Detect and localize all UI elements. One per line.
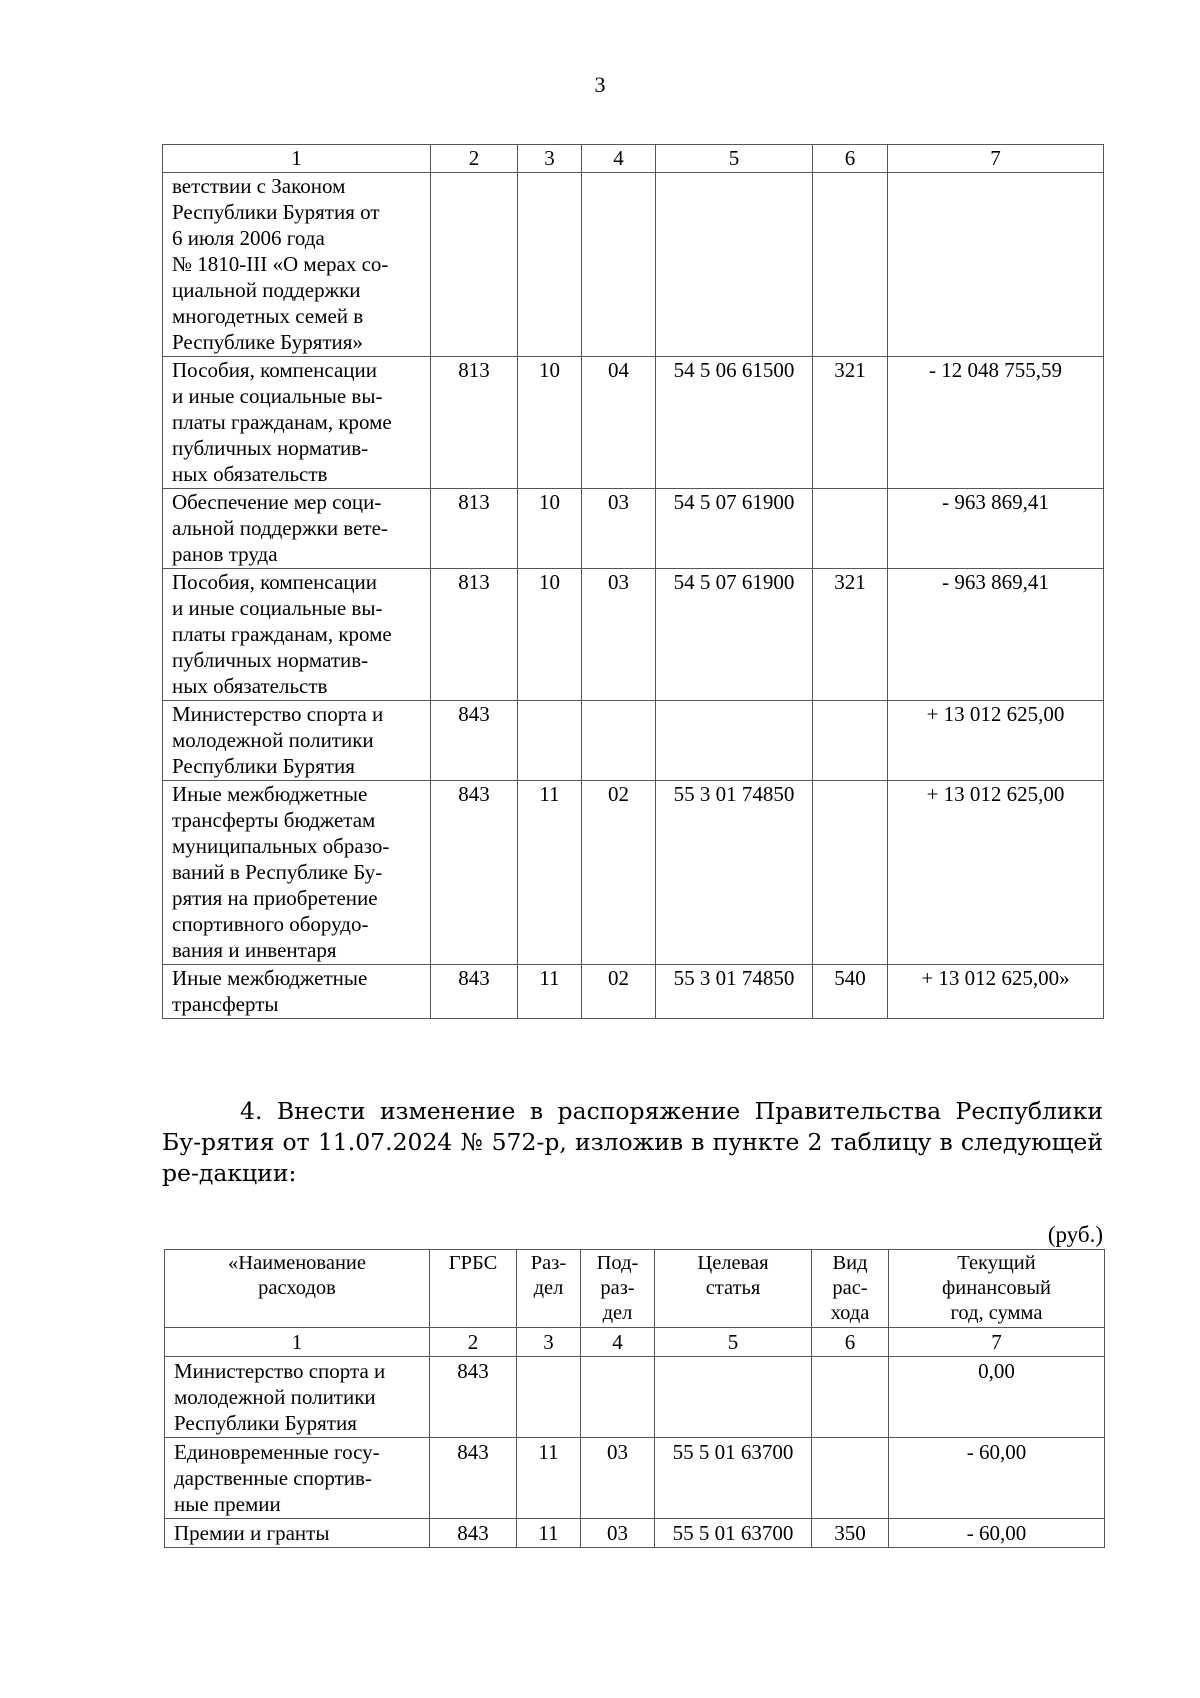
column-numbers-row [165, 1328, 1105, 1357]
target-article-cell: 55 5 01 63700 [655, 1438, 812, 1519]
column-header-name: «Наименование расходов [165, 1250, 430, 1328]
expense-type-cell [813, 173, 888, 357]
page-number: 3 [594, 72, 606, 97]
column-number: 4 [581, 1328, 655, 1357]
razdel-cell [517, 1357, 581, 1438]
table-row [163, 701, 1104, 781]
grbs-cell: 843 [430, 1438, 517, 1519]
grbs-cell: 813 [431, 357, 518, 489]
column-number: 7 [889, 1328, 1105, 1357]
grbs-cell: 813 [431, 489, 518, 569]
grbs-cell: 843 [431, 965, 518, 1019]
column-number: 3 [517, 1328, 581, 1357]
grbs-cell: 843 [430, 1519, 517, 1548]
expense-name: Иные межбюджетные трансферты бюджетам муниципальных образо- ваний в Республике Бу- рятия на приобретение спортивного оборудо- вания и инвентаря [163, 781, 431, 965]
razdel-cell: 10 [518, 489, 582, 569]
target-article-cell: 55 3 01 74850 [656, 781, 813, 965]
expense-name: Министерство спорта и молодежной политики Республики Бурятия [165, 1357, 430, 1438]
expense-name: ветствии с Законом Республики Бурятия от 6 июля 2006 года № 1810-III «О мерах со- циальной поддержки многодетных семей в Республике Бурятия» [163, 173, 431, 357]
podrazdel-cell [582, 701, 656, 781]
amount-cell: 0,00 [889, 1357, 1105, 1438]
expense-type-cell [813, 701, 888, 781]
expense-type-cell: 540 [813, 965, 888, 1019]
target-article-cell [655, 1357, 812, 1438]
amount-cell: - 963 869,41 [888, 569, 1104, 701]
table-row [163, 173, 1104, 357]
amendment-paragraph: 4. Внести изменение в распоряжение Правительства Республики Бу-рятия от 11.07.2024 № 572-р, изложив в пункте 2 таблицу в следующей ре-дакции: [162, 1097, 1103, 1187]
column-number: 2 [430, 1328, 517, 1357]
amount-cell: + 13 012 625,00 [888, 781, 1104, 965]
razdel-cell: 11 [518, 781, 582, 965]
column-header-target-article: Целевая статья [655, 1250, 812, 1328]
column-number: 6 [812, 1328, 889, 1357]
column-number: 6 [813, 145, 888, 173]
expense-name: Пособия, компенсации и иные социальные вы- платы гражданам, кроме публичных норматив- ных обязательств [163, 569, 431, 701]
expense-name: Обеспечение мер соци- альной поддержки вете- ранов труда [163, 489, 431, 569]
table-row [163, 357, 1104, 489]
podrazdel-cell: 03 [581, 1438, 655, 1519]
expense-type-cell [813, 781, 888, 965]
expense-type-cell: 321 [813, 357, 888, 489]
currency-unit-label: (руб.) [1047, 1222, 1103, 1247]
target-article-cell [656, 173, 813, 357]
budget-changes-table [162, 144, 1104, 1019]
table-row [163, 569, 1104, 701]
razdel-cell: 10 [518, 357, 582, 489]
column-number: 3 [518, 145, 582, 173]
podrazdel-cell: 03 [581, 1519, 655, 1548]
razdel-cell [518, 173, 582, 357]
column-header-podrazdel: Под- раз- дел [581, 1250, 655, 1328]
expenses-table [164, 1249, 1105, 1548]
table-row [163, 965, 1104, 1019]
podrazdel-cell: 03 [582, 569, 656, 701]
grbs-cell: 813 [431, 569, 518, 701]
grbs-cell [431, 173, 518, 357]
podrazdel-cell: 04 [582, 357, 656, 489]
podrazdel-cell: 03 [582, 489, 656, 569]
expense-name: Иные межбюджетные трансферты [163, 965, 431, 1019]
target-article-cell: 55 5 01 63700 [655, 1519, 812, 1548]
column-number: 2 [431, 145, 518, 173]
target-article-cell: 54 5 07 61900 [656, 489, 813, 569]
table-row [163, 489, 1104, 569]
amount-cell [888, 173, 1104, 357]
column-number: 4 [582, 145, 656, 173]
column-number: 7 [888, 145, 1104, 173]
grbs-cell: 843 [431, 781, 518, 965]
grbs-cell: 843 [430, 1357, 517, 1438]
amount-cell: - 12 048 755,59 [888, 357, 1104, 489]
amount-cell: - 963 869,41 [888, 489, 1104, 569]
razdel-cell: 10 [518, 569, 582, 701]
razdel-cell: 11 [518, 965, 582, 1019]
podrazdel-cell: 02 [582, 781, 656, 965]
amount-cell: + 13 012 625,00 [888, 701, 1104, 781]
expense-type-cell: 321 [813, 569, 888, 701]
table-row [165, 1357, 1105, 1438]
amount-cell: - 60,00 [889, 1438, 1105, 1519]
column-number: 1 [163, 145, 431, 173]
expense-name: Единовременные госу- дарственные спортив- ные премии [165, 1438, 430, 1519]
expense-name: Премии и гранты [165, 1519, 430, 1548]
table-row [165, 1519, 1105, 1548]
expense-type-cell: 350 [812, 1519, 889, 1548]
table-header-row [165, 1250, 1105, 1328]
grbs-cell: 843 [431, 701, 518, 781]
podrazdel-cell [582, 173, 656, 357]
expense-type-cell [812, 1438, 889, 1519]
column-header-razdel: Раз- дел [517, 1250, 581, 1328]
amount-cell: - 60,00 [889, 1519, 1105, 1548]
target-article-cell [656, 701, 813, 781]
target-article-cell: 55 3 01 74850 [656, 965, 813, 1019]
column-number: 5 [655, 1328, 812, 1357]
razdel-cell: 11 [517, 1438, 581, 1519]
amount-cell: + 13 012 625,00» [888, 965, 1104, 1019]
expense-type-cell [812, 1357, 889, 1438]
table-row [163, 781, 1104, 965]
razdel-cell [518, 701, 582, 781]
razdel-cell: 11 [517, 1519, 581, 1548]
podrazdel-cell: 02 [582, 965, 656, 1019]
expense-name: Пособия, компенсации и иные социальные вы- платы гражданам, кроме публичных норматив- ных обязательств [163, 357, 431, 489]
column-number: 5 [656, 145, 813, 173]
target-article-cell: 54 5 07 61900 [656, 569, 813, 701]
table-header-row [163, 145, 1104, 173]
column-header-amount: Текущий финансовый год, сумма [889, 1250, 1105, 1328]
target-article-cell: 54 5 06 61500 [656, 357, 813, 489]
expense-type-cell [813, 489, 888, 569]
column-number: 1 [165, 1328, 430, 1357]
column-header-grbs: ГРБС [430, 1250, 517, 1328]
podrazdel-cell [581, 1357, 655, 1438]
column-header-expense-type: Вид рас- хода [812, 1250, 889, 1328]
table-row [165, 1438, 1105, 1519]
expense-name: Министерство спорта и молодежной политики Республики Бурятия [163, 701, 431, 781]
